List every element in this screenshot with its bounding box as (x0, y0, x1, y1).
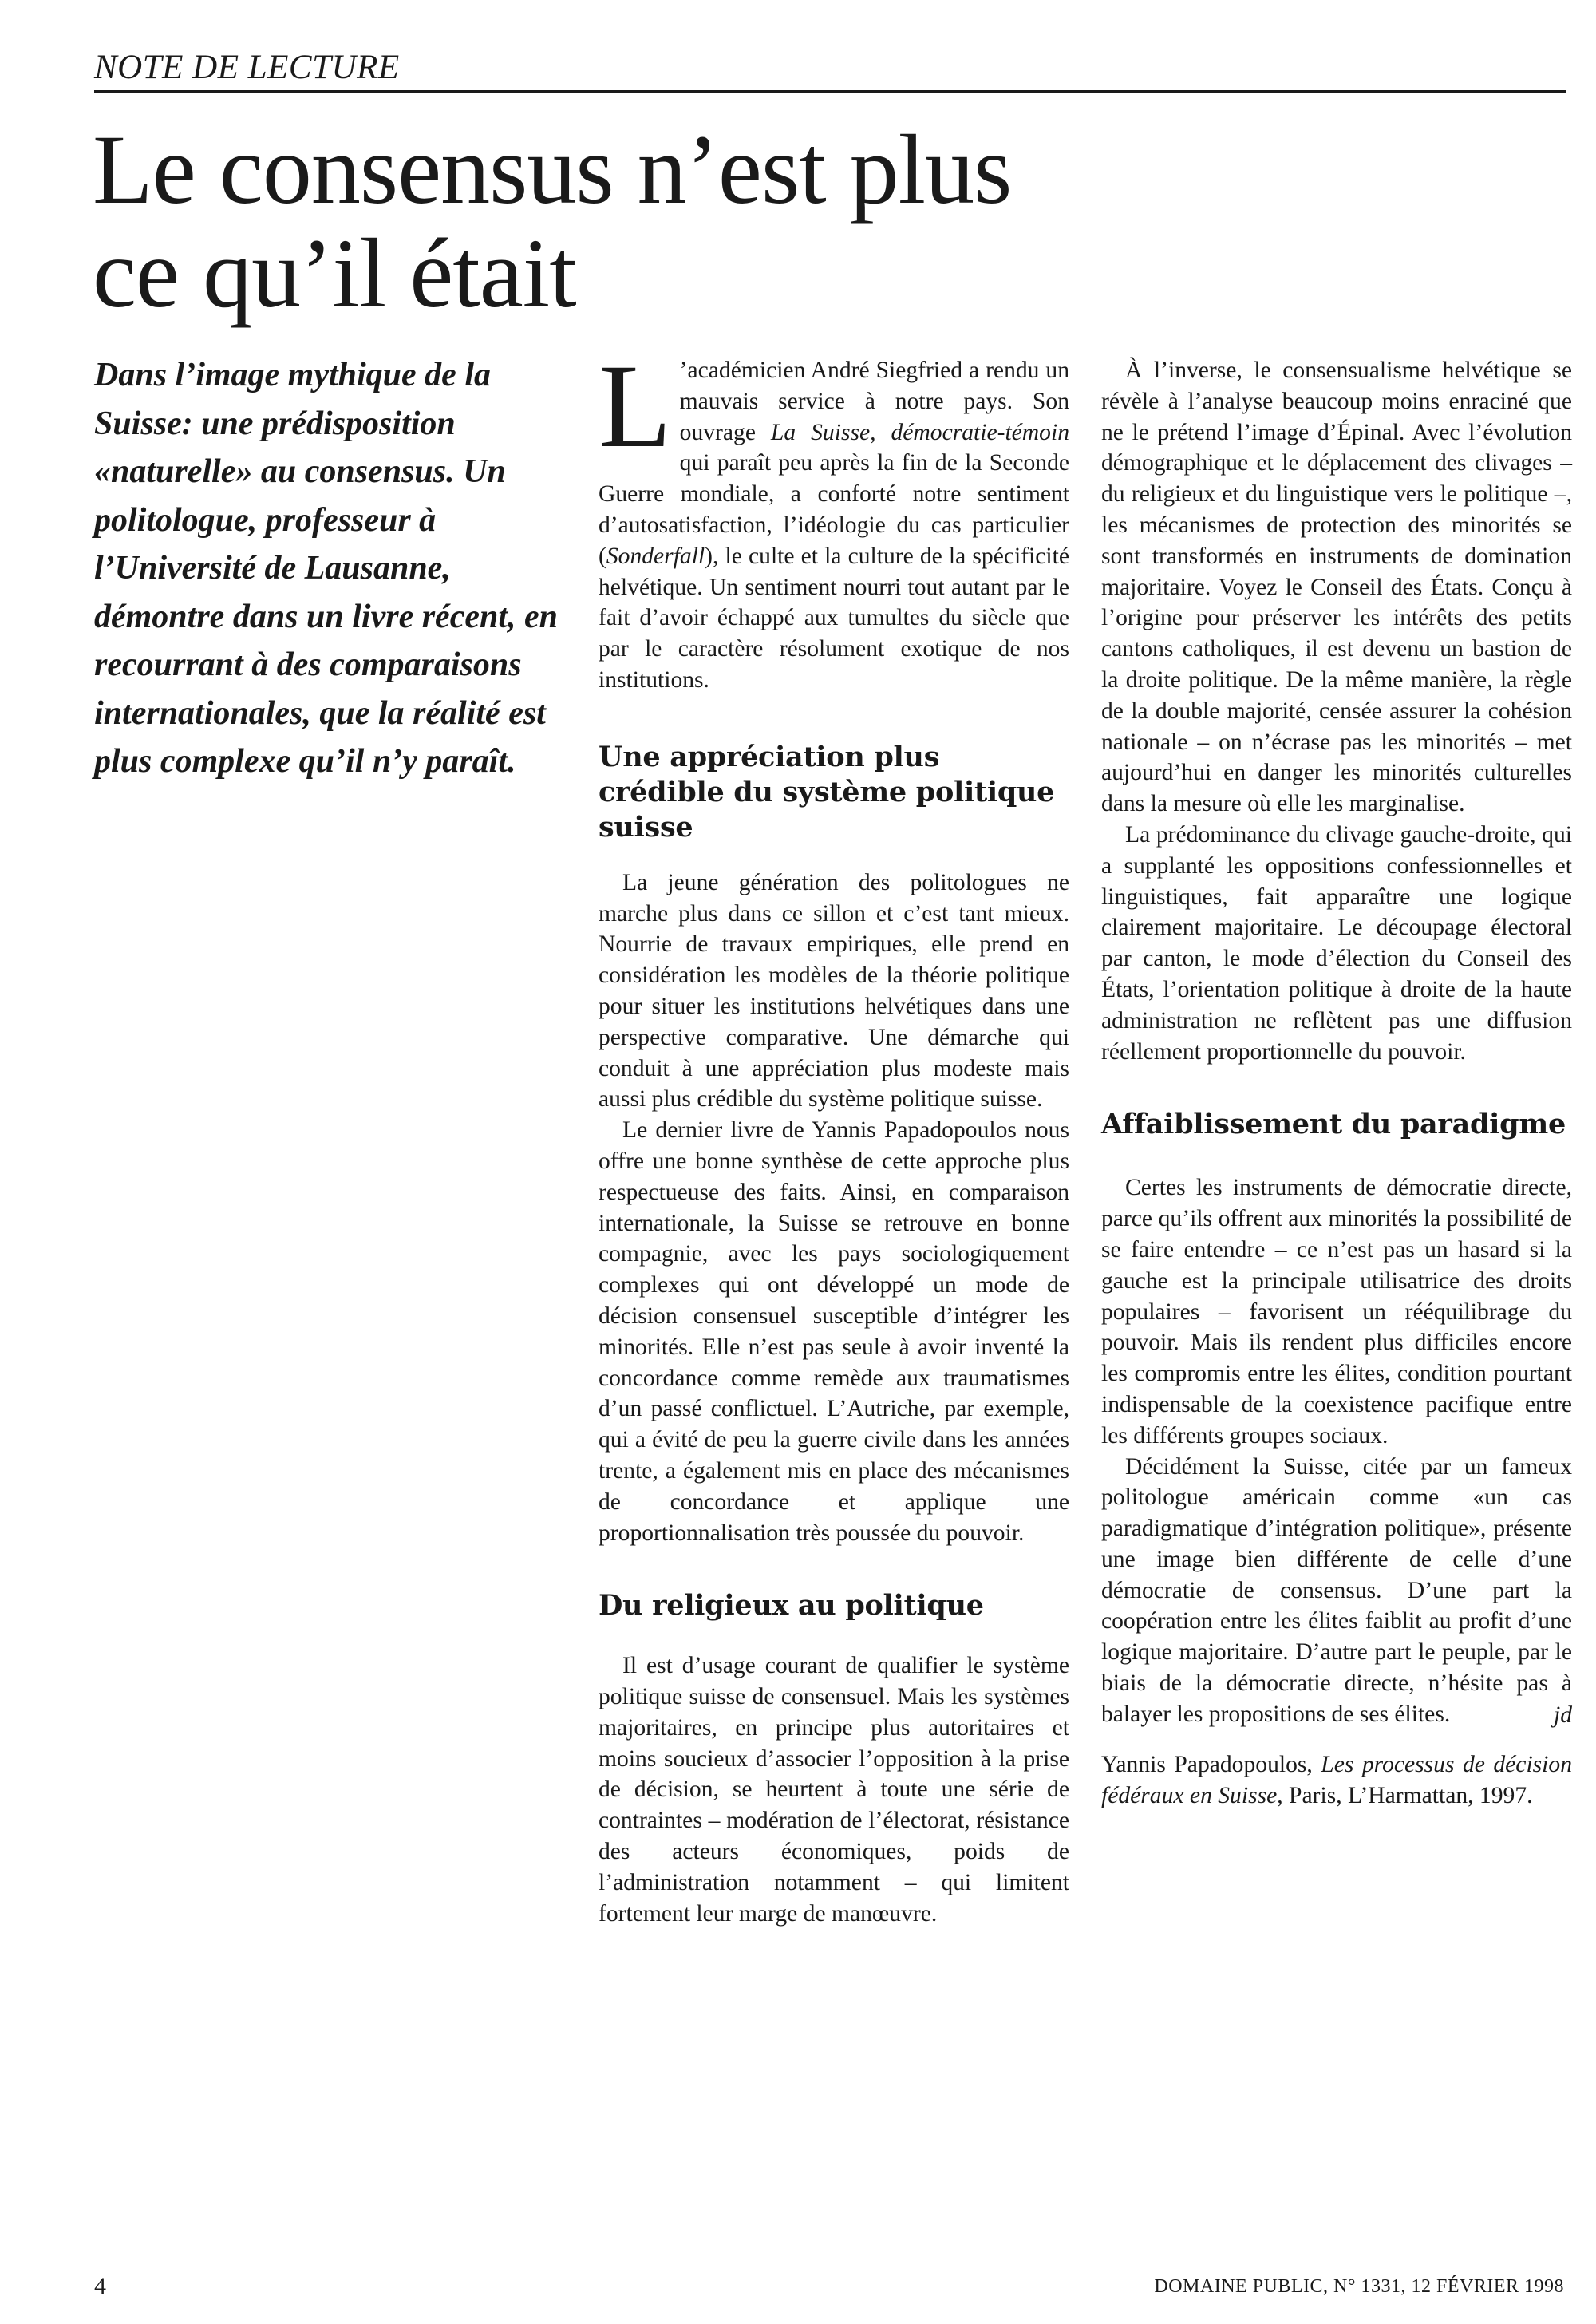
bibliography-reference (1101, 1749, 1572, 1812)
paragraph: Certes les instruments de démocratie directe, parce qu’ils offrent aux minorités la possibilité de se faire entendre – ce n’est pas un hasard si la gauche est la principale utilisatrice des droits populaires – favorisent un rééquilibrage du pouvoir. Mais ils rendent plus difficiles encore les compromis entre les élites, condition pourtant indispensable de la coexistence pacifique entre les différents groupes sociaux. (1101, 1175, 1572, 1449)
paragraph: À l’inverse, le consensualisme helvétique se révèle à l’analyse beaucoup moins enraciné que ne le prétend l’image d’Épinal. Avec l’évolution démographique et le déplacement des clivages – du religieux et du linguistique vers le politique –, les mécanismes de protection des minorités se sont transformés en instruments de domination majoritaire. Voyez le Conseil des États. Conçu à l’origine pour préserver les intérêts des petits cantons catholiques, il est devenu un bastion de la droite politique. De la même manière, la règle de la double majorité, censée assurer la cohésion nationale – on n’écrase pas les minorités – met aujourd’hui en danger les minorités culturelles dans la mesure où elle les marginalise. (1101, 358, 1572, 817)
biblio-publisher: , Paris, L’Harmattan, 1997. (1277, 1783, 1533, 1809)
title-line-1: Le consensus n’est plus (93, 115, 1012, 224)
biblio-author: Yannis Papadopoulos, (1101, 1752, 1321, 1778)
title-line-2: ce qu’il était (93, 219, 576, 328)
drop-cap: L (598, 340, 672, 472)
article-title (93, 115, 1130, 328)
intro-text-b: qui paraît peu après la fin de la Seconde Guerre mondiale, a conforté notre sentiment d’autosatisfaction, l’idéologie du cas particulier ( (598, 450, 1069, 569)
section-heading: Du religieux au politique (598, 1589, 984, 1622)
intro-term: Sonderfall (606, 543, 705, 569)
paragraph: Il est d’usage courant de qualifier le système politique suisse de consensuel. Mais les systèmes majoritaires, en principe plus autoritaires et moins soucieux d’associer l’opposition à la prise de décision, se heurtent à toute une série de contraintes – modération de l’électorat, résistance des acteurs économiques, poids de l’administration notamment – qui limitent fortement leur marge de manœuvre. (598, 1653, 1069, 1927)
section-heading: Une appréciation plus crédible du système politique suisse (598, 740, 1055, 844)
section-heading: Affaiblissement du paradigme (1101, 1108, 1566, 1141)
author-signature: jd (1553, 1702, 1572, 1728)
column-middle (598, 340, 1069, 1929)
column-right (1101, 355, 1572, 1812)
paragraph: Le dernier livre de Yannis Papadopoulos nous offre une bonne synthèse de cette approche plus respectueuse des faits. Ainsi, en comparaison internationale, la Suisse se retrouve en bonne compagnie, avec les pays sociologiquement complexes qui ont développé un mode de décision consensuel susceptible d’intégrer les minorités. Elle n’est pas seule à avoir inventé la concordance comme remède aux traumatismes d’un passé conflictuel. L’Autriche, par exemple, qui a évité de peu la guerre civile dans les années trente, a également mis en place des mécanismes de concordance et applique une proportionnalisation très poussée du pouvoir. (598, 1117, 1069, 1546)
paragraph: La jeune génération des politologues ne marche plus dans ce sillon et c’est tant mieux. Nourrie de travaux empiriques, elle prend en considération les modèles de la théorie politique pour situer les institutions helvétiques dans une perspective comparative. Une démarche qui conduit à une appréciation plus modeste mais aussi plus crédible du système politique suisse. (598, 869, 1069, 1113)
intro-text-c: ), le culte et la culture de la spécificité helvétique. Un sentiment nourri tout autant par le fait d’avoir échappé aux tumultes du siècle que par le caractère résolument exotique de nos institutions. (598, 543, 1069, 693)
paragraph: Décidément la Suisse, citée par un fameux politologue américain comme «un cas paradigmatique d’intégration politique», présente une image bien différente de celle d’une démocratie de consensus. D’une part la coopération entre les élites faiblit au profit d’une logique majoritaire. D’autre part le peuple, par le biais de la démocratie directe, n’hésite pas à balayer les propositions de ses élites. (1101, 1453, 1572, 1727)
intro-book-title: La Suisse, démocratie-témoin (770, 419, 1069, 445)
journal-footer: DOMAINE PUBLIC, N° 1331, 12 FÉVRIER 1998 (1154, 2276, 1564, 2297)
page-number: 4 (94, 2273, 106, 2299)
paragraph: La prédominance du clivage gauche-droite, qui a supplanté les oppositions confessionnelles et linguistiques, fait apparaître une logique clairement majoritaire. Le découpage électoral par canton, le mode d’élection du Conseil des États, l’orientation politique à droite de la haute administration ne reflètent pas une diffusion réellement proportionnelle du pouvoir. (1101, 821, 1572, 1065)
biblio-title: Les processus de décision fédéraux en Suisse (1101, 1752, 1572, 1809)
section-rubric: NOTE DE LECTURE (94, 48, 1566, 93)
intro-text-a: ’académicien André Siegfried a rendu un mauvais service à notre pays. Son ouvrage (679, 358, 1069, 445)
article-lead: Dans l’image mythique de la Suisse: une prédisposition «naturelle» au consensus. Un politologue, professeur à l’Université de Lausanne, démontre dans un livre récent, en recourrant à des comparaisons internationales, que la réalité est plus complexe qu’il n’y paraît. (94, 357, 559, 780)
intro-paragraph (598, 340, 1069, 696)
